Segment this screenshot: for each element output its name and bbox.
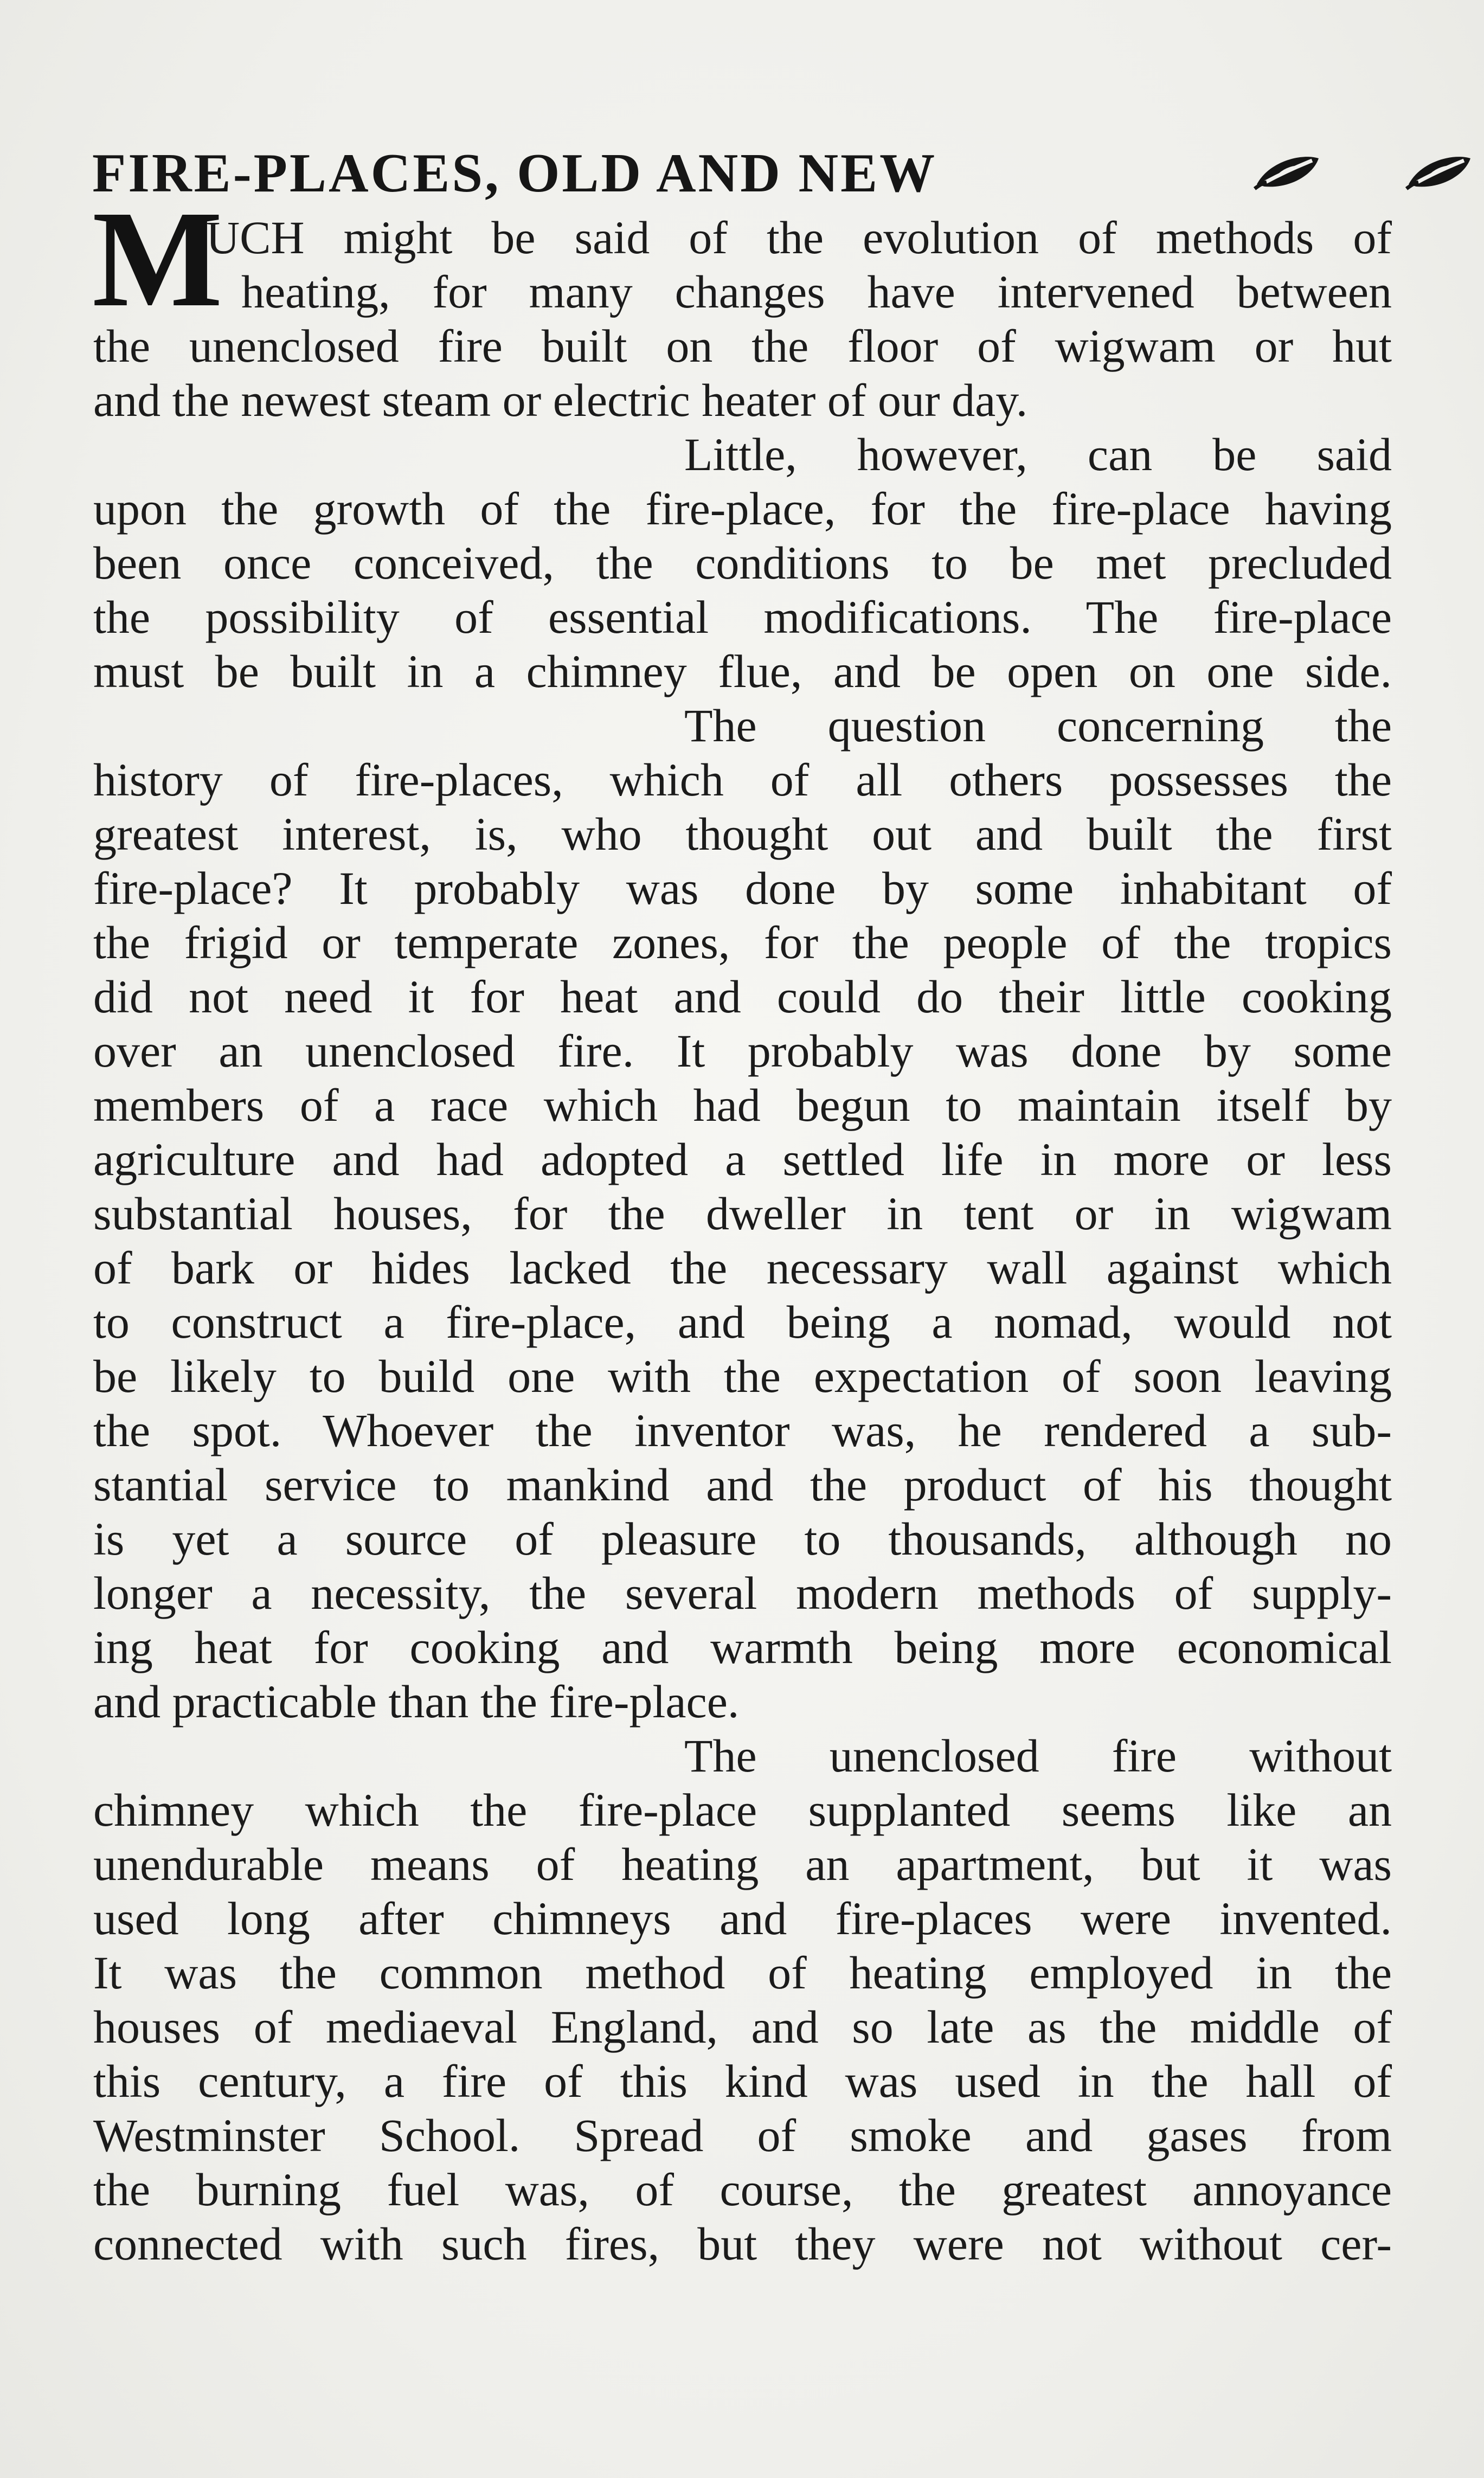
text-line: used long after chimneys and fire-places were invented.	[93, 1892, 1392, 1944]
text-line: the burning fuel was, of course, the greatest annoyance	[93, 2164, 1392, 2216]
text-line: unendurable means of heating an apartment, but it was	[93, 1838, 1392, 1890]
text-line: to construct a fire-place, and being a nomad, would not	[93, 1296, 1392, 1348]
text-line: fire-place? It probably was done by some inhabitant of	[93, 862, 1392, 914]
leaf-ornament-icon	[1404, 151, 1475, 194]
text-line: Westminster School. Spread of smoke and gases from	[93, 2109, 1392, 2161]
text-line: of bark or hides lacked the necessary wall against which	[93, 1242, 1392, 1294]
text-line: the frigid or temperate zones, for the people of the tropics	[93, 916, 1392, 968]
text-line: agriculture and had adopted a settled life in more or less	[93, 1133, 1392, 1185]
text-line: be likely to build one with the expectation of soon leaving	[93, 1350, 1392, 1402]
text-line: chimney which the fire-place supplanted seems like an	[93, 1784, 1392, 1836]
drop-cap: M	[92, 183, 223, 336]
text-line: history of fire-places, which of all others possesses the	[93, 754, 1392, 806]
text-line: is yet a source of pleasure to thousands, although no	[93, 1513, 1392, 1565]
text-line: stantial service to mankind and the product of his thought	[93, 1459, 1392, 1511]
text-line: The question concerning the	[684, 699, 1392, 752]
text-line: must be built in a chimney flue, and be open on one side.	[93, 645, 1392, 697]
text-line: heating, for many changes have intervened between	[241, 266, 1392, 318]
text-line: members of a race which had begun to maintain itself by	[93, 1079, 1392, 1131]
text-line: the possibility of essential modifications. The fire-place	[93, 591, 1392, 643]
text-line: and the newest steam or electric heater of our day.	[93, 374, 1028, 426]
text-line: It was the common method of heating employed in the	[93, 1947, 1392, 1999]
text-line: the spot. Whoever the inventor was, he rendered a sub-	[93, 1404, 1392, 1456]
text-line: this century, a fire of this kind was used in the hall of	[93, 2055, 1392, 2107]
text-line: UCH might be said of the evolution of methods of	[206, 211, 1392, 264]
text-line: and practicable than the fire-place.	[93, 1675, 740, 1728]
text-line: been once conceived, the conditions to be met precluded	[93, 537, 1392, 589]
text-line: upon the growth of the fire-place, for the fire-place having	[93, 483, 1392, 535]
text-line: ing heat for cooking and warmth being more economical	[93, 1621, 1392, 1673]
text-line: greatest interest, is, who thought out and built the first	[93, 808, 1392, 860]
leaf-ornament-icon	[1252, 151, 1323, 194]
text-line: The unenclosed fire without	[684, 1730, 1392, 1782]
text-line: Little, however, can be said	[684, 428, 1392, 480]
page-title: FIRE-PLACES, OLD AND NEW	[92, 143, 937, 204]
text-line: substantial houses, for the dweller in tent or in wigwam	[93, 1187, 1392, 1240]
text-line: did not need it for heat and could do their little cooking	[93, 971, 1392, 1023]
text-line: connected with such fires, but they were not without cer-	[93, 2218, 1392, 2270]
text-line: longer a necessity, the several modern methods of supply-	[93, 1567, 1392, 1619]
text-line: houses of mediaeval England, and so late as the middle of	[93, 2001, 1392, 2053]
text-line: over an unenclosed fire. It probably was done by some	[93, 1025, 1392, 1077]
text-line: the unenclosed fire built on the floor of wigwam or hut	[93, 320, 1392, 372]
heading-row	[92, 136, 1393, 211]
